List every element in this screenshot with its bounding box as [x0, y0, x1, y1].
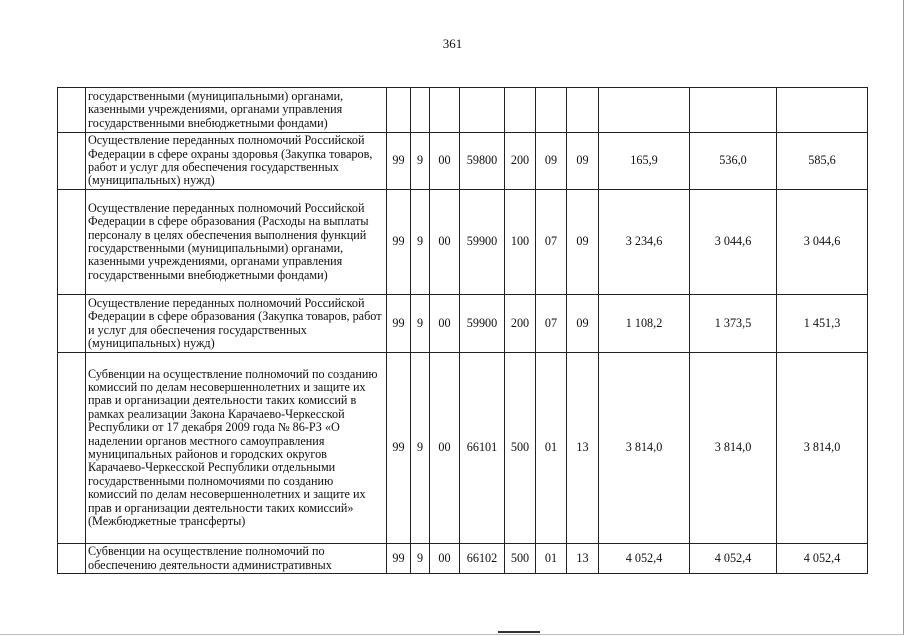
subsection-code: 13: [567, 353, 599, 544]
amount-year-3: [777, 88, 868, 133]
amount-year-1: 1 108,2: [599, 295, 690, 353]
program-code: 99: [387, 353, 411, 544]
main-event-code: 00: [430, 190, 460, 295]
subsection-code: [567, 88, 599, 133]
program-code: 99: [387, 190, 411, 295]
program-code: [387, 88, 411, 133]
amount-year-3: 4 052,4: [777, 544, 868, 574]
amount-year-3: 1 451,3: [777, 295, 868, 353]
subprogram-code: [411, 88, 430, 133]
table-row: [58, 544, 868, 574]
direction-code: 66101: [460, 353, 505, 544]
budget-table: [57, 87, 868, 574]
amount-year-2: 1 373,5: [690, 295, 777, 353]
amount-year-2: 4 052,4: [690, 544, 777, 574]
item-name: Осуществление переданных полномочий Российской Федерации в сфере образования (Закупка товаров, работ и услуг для обеспечения государственных (муниципальных) нужд): [86, 295, 387, 353]
expense-type-code: 500: [505, 544, 536, 574]
expense-type-code: [505, 88, 536, 133]
table-row: [58, 88, 868, 133]
blank-cell: [58, 544, 86, 574]
expense-type-code: 100: [505, 190, 536, 295]
item-name: Субвенции на осуществление полномочий по созданию комиссий по делам несовершеннолетних и защите их прав и организации деятельности таких комиссий в рамках реализации Закона Карачаево-Черкесской Республики от 17 декабря 2009 года № 86-РЗ «О наделении органов местного самоуправления муниципальных районов и городских округов Карачаево-Черкесской Республики отдельными государственными полномочиями по созданию комиссий по делам несовершеннолетних и защите их прав и организации деятельности таких комиссий» (Межбюджетные трансферты): [86, 353, 387, 544]
amount-year-1: 3 234,6: [599, 190, 690, 295]
expense-type-code: 500: [505, 353, 536, 544]
blank-cell: [58, 133, 86, 190]
section-code: 07: [536, 190, 567, 295]
section-code: 09: [536, 133, 567, 190]
subprogram-code: 9: [411, 353, 430, 544]
direction-code: 59800: [460, 133, 505, 190]
blank-cell: [58, 353, 86, 544]
section-code: [536, 88, 567, 133]
table-row: [58, 295, 868, 353]
subsection-code: 09: [567, 190, 599, 295]
amount-year-1: 4 052,4: [599, 544, 690, 574]
subprogram-code: 9: [411, 295, 430, 353]
subprogram-code: 9: [411, 190, 430, 295]
main-event-code: 00: [430, 295, 460, 353]
section-code: 01: [536, 353, 567, 544]
item-name: Субвенции на осуществление полномочий по обеспечению деятельности административных: [86, 544, 387, 574]
blank-cell: [58, 190, 86, 295]
amount-year-1: [599, 88, 690, 133]
table-row: [58, 353, 868, 544]
direction-code: 66102: [460, 544, 505, 574]
main-event-code: [430, 88, 460, 133]
item-name: государственными (муниципальными) органами, казенными учреждениями, органами управления государственными внебюджетными фондами): [86, 88, 387, 133]
subprogram-code: 9: [411, 133, 430, 190]
main-event-code: 00: [430, 544, 460, 574]
section-code: 07: [536, 295, 567, 353]
subsection-code: 13: [567, 544, 599, 574]
blank-cell: [58, 295, 86, 353]
expense-type-code: 200: [505, 295, 536, 353]
table-row: [58, 190, 868, 295]
direction-code: 59900: [460, 295, 505, 353]
main-event-code: 00: [430, 353, 460, 544]
section-code: 01: [536, 544, 567, 574]
amount-year-1: 3 814,0: [599, 353, 690, 544]
amount-year-1: 165,9: [599, 133, 690, 190]
amount-year-2: 536,0: [690, 133, 777, 190]
subsection-code: 09: [567, 295, 599, 353]
blank-cell: [58, 88, 86, 133]
expense-type-code: 200: [505, 133, 536, 190]
main-event-code: 00: [430, 133, 460, 190]
page-edge-mark: [498, 631, 540, 633]
amount-year-2: 3 814,0: [690, 353, 777, 544]
amount-year-2: 3 044,6: [690, 190, 777, 295]
page-number: 361: [442, 36, 463, 51]
subprogram-code: 9: [411, 544, 430, 574]
program-code: 99: [387, 295, 411, 353]
amount-year-3: 3 044,6: [777, 190, 868, 295]
item-name: Осуществление переданных полномочий Российской Федерации в сфере образования (Расходы на выплаты персоналу в целях обеспечения выполнения функций государственными (муниципальными) органами, казенными учреждениями, органами управления государственными внебюджетными фондами): [86, 190, 387, 295]
subsection-code: 09: [567, 133, 599, 190]
direction-code: 59900: [460, 190, 505, 295]
amount-year-3: 585,6: [777, 133, 868, 190]
amount-year-3: 3 814,0: [777, 353, 868, 544]
table-row: [58, 133, 868, 190]
amount-year-2: [690, 88, 777, 133]
item-name: Осуществление переданных полномочий Российской Федерации в сфере охраны здоровья (Закупка товаров, работ и услуг для обеспечения государственных (муниципальных) нужд): [86, 133, 387, 190]
program-code: 99: [387, 133, 411, 190]
program-code: 99: [387, 544, 411, 574]
direction-code: [460, 88, 505, 133]
